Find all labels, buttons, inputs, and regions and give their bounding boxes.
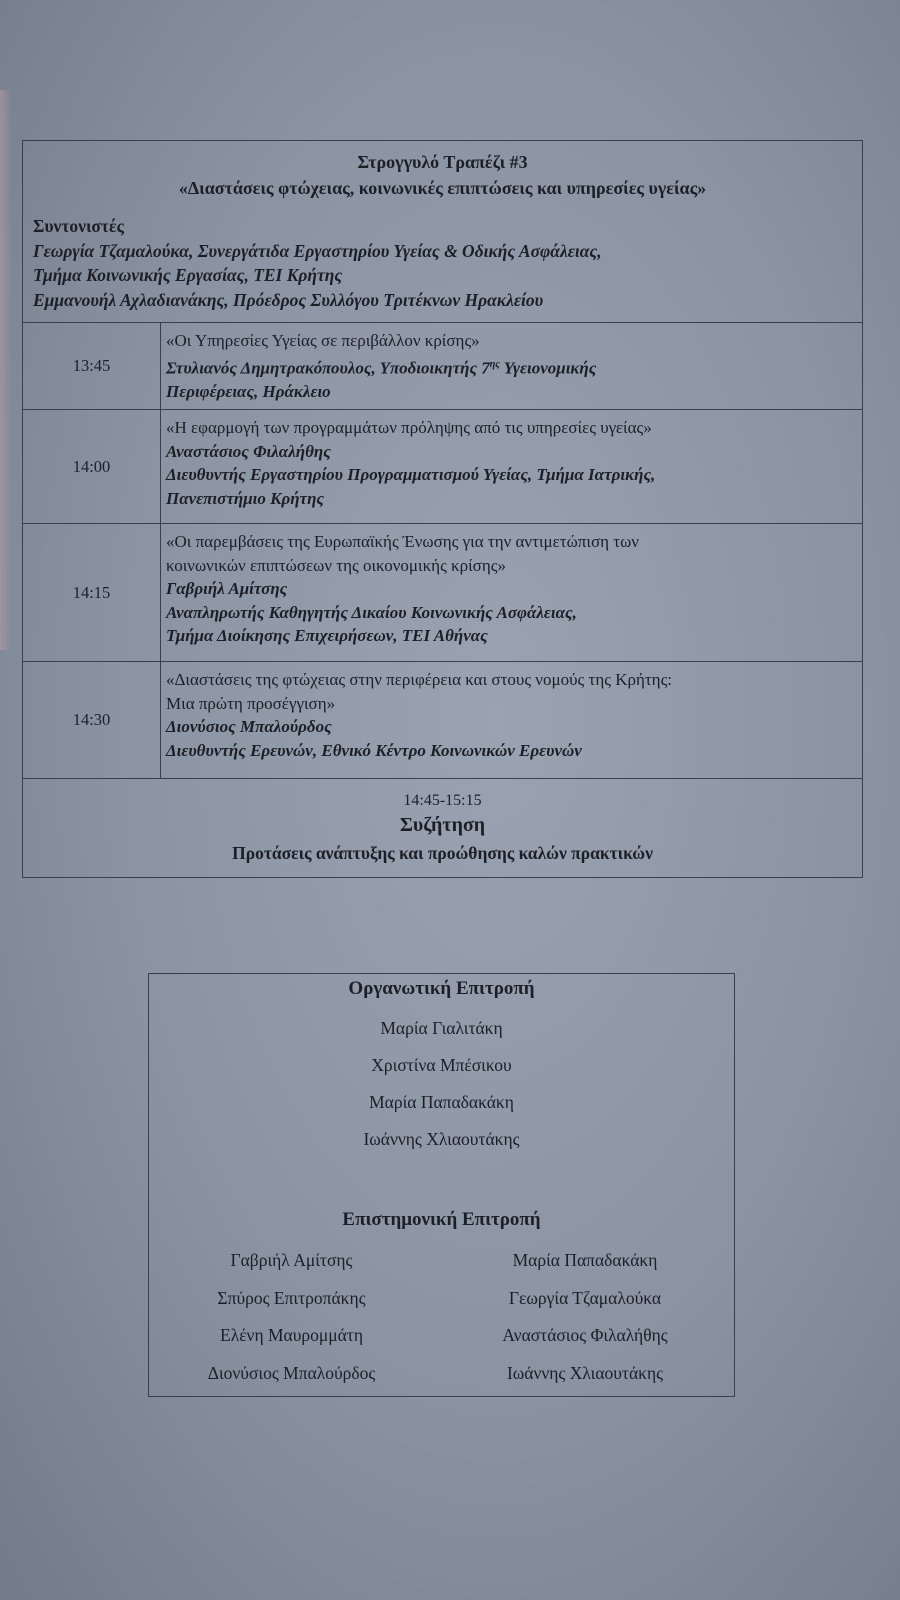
organizing-committee-title: Οργανωτική Επιτροπή <box>348 978 535 999</box>
session-row <box>23 410 862 524</box>
programme-table <box>22 140 863 878</box>
committee-member: Μαρία Γιαλιτάκη <box>380 1018 503 1038</box>
page-edge-shadow <box>0 90 12 650</box>
session-description <box>166 530 856 648</box>
committee-member: Ιωάννης Χλιαουτάκης <box>506 1362 664 1383</box>
session-speaker: Αναστάσιος Φιλαλήθης <box>166 441 331 461</box>
session-row <box>23 323 862 410</box>
session-topic: κοινωνικών επιπτώσεων της οικονομικής κρίσης» <box>166 555 506 575</box>
session-description <box>166 668 856 762</box>
session-topic: Μια πρώτη προσέγγιση» <box>166 693 336 713</box>
committee-member: Ιωάννης Χλιαουτάκης <box>363 1129 520 1149</box>
moderators-label: Συντονιστές <box>33 216 124 236</box>
committee-member: Γεωργία Τζαμαλούκα <box>508 1287 662 1308</box>
discussion-title: Συζήτηση <box>399 814 486 836</box>
session-description <box>166 329 856 403</box>
roundtable-title: Στρογγυλό Τραπέζι #3 <box>357 152 528 172</box>
committee-member: Μαρία Παπαδακάκη <box>369 1092 514 1112</box>
session-topic: «Οι Υπηρεσίες Υγείας σε περιβάλλον κρίσης» <box>166 331 480 350</box>
moderator-line: Εμμανουήλ Αχλαδιανάκης, Πρόεδρος Συλλόγου Τριτέκνων Ηρακλείου <box>33 289 544 310</box>
session-row <box>23 524 862 662</box>
organizing-committee-list <box>149 1014 734 1162</box>
scientific-committee-title: Επιστημονική Επιτροπή <box>342 1209 541 1230</box>
committees-box <box>148 973 735 1397</box>
session-speaker: Διευθυντής Ερευνών, Εθνικό Κέντρο Κοινωνικών Ερευνών <box>166 740 582 760</box>
discussion-subtitle: Προτάσεις ανάπτυξης και προώθησης καλών πρακτικών <box>232 843 653 863</box>
discussion-block <box>23 779 862 877</box>
session-speaker: Γαβριήλ Αμίτσης <box>166 579 288 598</box>
session-speaker: Περιφέρειας, Ηράκλειο <box>166 381 331 401</box>
moderator-line: Γεωργία Τζαμαλούκα, Συνεργάτιδα Εργαστηρίου Υγείας & Οδικής Ασφάλειας, <box>33 240 602 261</box>
session-speaker: Αναπληρωτής Καθηγητής Δικαίου Κοινωνικής Ασφάλειας, <box>166 602 577 622</box>
session-time: 14:30 <box>23 662 161 778</box>
session-speaker: Πανεπιστήμιο Κρήτης <box>166 488 324 508</box>
session-time: 14:15 <box>23 524 161 661</box>
session-speaker: Διονύσιος Μπαλούρδος <box>166 717 332 736</box>
session-row <box>23 662 862 779</box>
session-topic: «Η εφαρμογή των προγραμμάτων πρόληψης από τις υπηρεσίες υγείας» <box>166 418 652 437</box>
committee-member: Σπύρος Επιτροπάκης <box>217 1287 366 1308</box>
committee-member: Ελένη Μαυρομμάτη <box>220 1325 363 1345</box>
session-speaker: Στυλιανός Δημητρακόπουλος, Υποδιοικητής $7^{\eta\varsigma}$ Υγειονομικής <box>166 358 597 378</box>
discussion-time: 14:45-15:15 <box>403 792 482 809</box>
roundtable-subtitle: «Διαστάσεις φτώχειας, κοινωνικές επιπτώσεις και υπηρεσίες υγείας» <box>178 178 707 198</box>
session-speaker: Τμήμα Διοίκησης Επιχειρήσεων, ΤΕΙ Αθήνας <box>166 626 488 645</box>
committee-member: Χριστίνα Μπέσικου <box>371 1055 512 1075</box>
committee-member: Μαρία Παπαδακάκη <box>512 1250 658 1270</box>
committee-member: Γαβριήλ Αμίτσης <box>230 1250 353 1270</box>
roundtable-header <box>23 141 862 323</box>
session-topic: «Διαστάσεις της φτώχειας στην περιφέρεια και στους νομούς της Κρήτης: <box>166 670 673 689</box>
session-speaker: Διευθυντής Εργαστηρίου Προγραμματισμού Υγείας, Τμήμα Ιατρικής, <box>166 465 656 484</box>
scientific-committee-list <box>149 1246 734 1396</box>
committee-member: Αναστάσιος Φιλαλήθης <box>502 1325 668 1345</box>
committee-member: Διονύσιος Μπαλούρδος <box>207 1362 376 1383</box>
moderator-line: Τμήμα Κοινωνικής Εργασίας, ΤΕΙ Κρήτης <box>33 265 343 285</box>
session-description <box>166 416 856 510</box>
session-time: 14:00 <box>23 410 161 523</box>
session-topic: «Οι παρεμβάσεις της Ευρωπαϊκής Ένωσης για την αντιμετώπιση των <box>166 532 639 551</box>
session-time: 13:45 <box>23 323 161 409</box>
moderators-block <box>33 214 854 312</box>
